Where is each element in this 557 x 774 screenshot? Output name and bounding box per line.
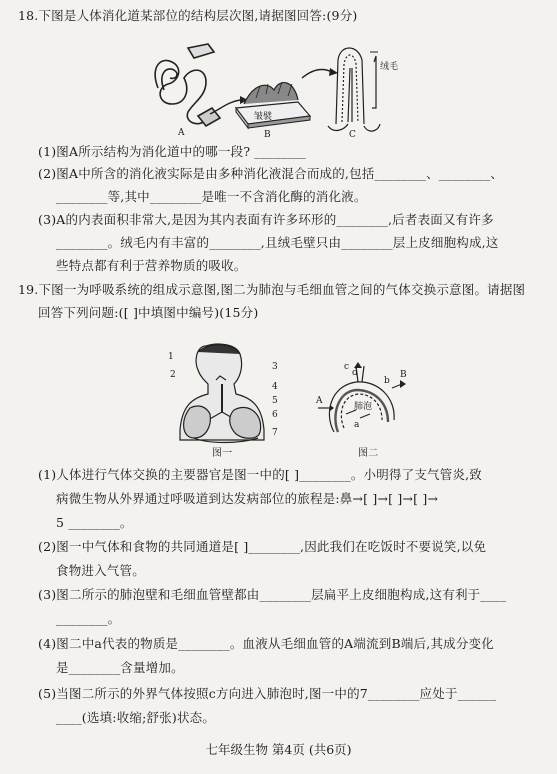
page-footer: 七年级生物 第4页 (共6页) [205,742,352,757]
q18-part3c: 些特点都有利于营养物质的吸收。 [56,258,247,273]
fig2-label-A: A [316,396,323,406]
arrow-head-b-to-c [329,68,338,76]
q18-figure [148,38,400,142]
fig1-caption: 图一 [212,448,233,459]
fig2-label-b: b [384,376,390,386]
fig1-number-1: 1 [168,352,174,362]
q18-part2a: (2)图A中所含的消化液实际是由多种消化液混合而成的,包括________、________、 [38,166,504,181]
label-fold: 皱襞 [254,112,273,122]
q18-part3b: ________。绒毛内有丰富的________,且绒毛壁只由________层上皮细胞构成,这 [56,235,499,250]
q19-part1b: 病微生物从外界通过呼吸道到达发病部位的旅程是:鼻→[ ]→[ ]→[ ]→ [56,491,439,506]
q19-part5a: (5)当图二所示的外界气体按照c方向进入肺泡时,图一中的7________应处于______ [38,686,497,701]
villus-drawing [328,48,380,131]
respiratory-system-figure [168,340,280,452]
q18-part1: (1)图A所示结构为消化道中的哪一段? ________ [38,144,307,159]
q19-part1a: (1)人体进行气体交换的主要器官是图一中的[ ]________。小明得了支气管炎,致 [38,467,483,482]
q19-stem-b: 回答下列问题:([ ]中填图中编号)(15分) [38,305,259,320]
fig1-number-5: 5 [272,396,278,406]
q19-part1c: 5 ________。 [56,515,133,530]
label-b: B [264,130,271,140]
fold-block-drawing [236,82,310,128]
label-a: A [178,128,185,138]
fig2-label-alveolus: 肺泡 [354,402,373,412]
q18-part2b: ________等,其中________是唯一不含消化酶的消化液。 [56,189,367,204]
fig1-number-6: 6 [272,410,278,420]
q19-part2a: (2)图一中气体和食物的共同通道是[ ]________,因此我们在吃饭时不要说笑,以免 [38,539,487,554]
q19-part3a: (3)图二所示的肺泡壁和毛细血管壁都由________层扁平上皮细胞构成,这有利于____ [38,587,507,602]
q18-stem: 18.下图是人体消化道某部位的结构层次图,请据图回答:(9分) [18,8,358,23]
fig2-caption: 图二 [358,448,379,459]
fig2-label-a: a [354,420,360,430]
digestive-structure-illustration [148,38,400,142]
fig1-number-4: 4 [272,382,278,392]
arrow-b-to-c [302,70,332,78]
alveolus-figure [316,362,408,442]
label-villus: 绒毛 [380,62,399,72]
fig2-label-d: d [352,368,358,378]
fig1-number-3: 3 [272,362,278,372]
fig1-number-2: 2 [170,370,176,380]
q19-part3b: ________。 [56,611,121,626]
q19-part4a: (4)图二中a代表的物质是________。血液从毛细血管的A端流到B端后,其成分变化 [38,636,494,651]
q19-part5b: ____(选填:收缩;舒张)状态。 [56,710,216,725]
respiratory-system-illustration [168,340,280,452]
q19-part4b: 是________含量增加。 [56,660,184,675]
q19-stem-a: 19.下图一为呼吸系统的组成示意图,图二为肺泡与毛细血管之间的气体交换示意图。请据图 [18,282,526,297]
fig1-number-7: 7 [272,428,278,438]
q18-part3a: (3)A的内表面积非常大,是因为其内表面有许多环形的________,后者表面又有许多 [38,212,494,227]
fig2-label-c: c [344,362,350,372]
label-c: C [349,130,356,140]
fig2-label-B: B [400,370,407,380]
q19-part2b: 食物进入气管。 [56,563,145,578]
